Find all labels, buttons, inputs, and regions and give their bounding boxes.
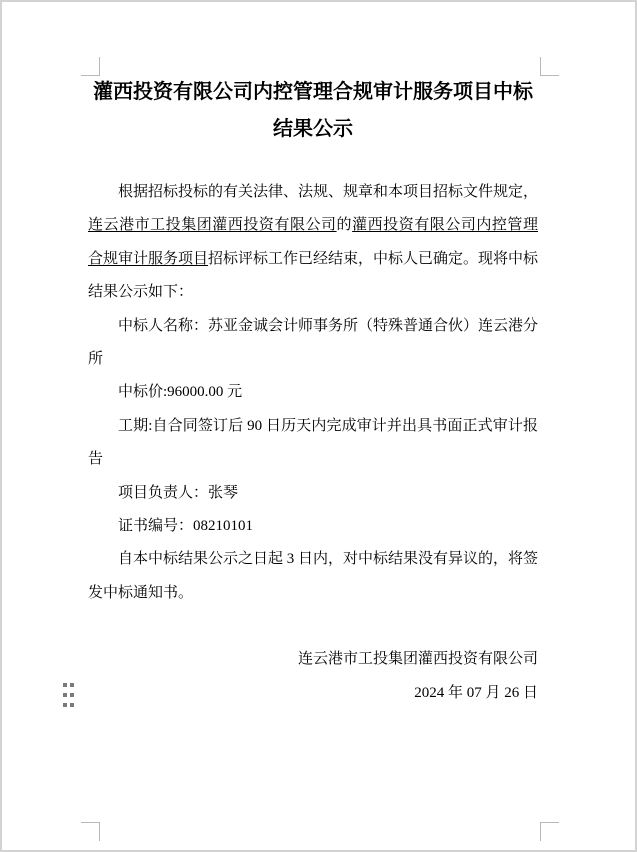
dot bbox=[70, 703, 74, 707]
document-line bbox=[88, 643, 538, 676]
underlined-text-segment: 合规审计服务项目 bbox=[88, 250, 209, 267]
text-segment: 招标评标工作已经结束，中标人已确定。现将中标 bbox=[208, 250, 539, 267]
document-title-line-2: 结果公示 bbox=[273, 118, 353, 140]
text-segment: 自本中标结果公示之日起 3 日内，对中标结果没有异议的，将签 bbox=[118, 551, 539, 568]
document-line bbox=[88, 443, 538, 476]
grid-dots-marker bbox=[63, 683, 74, 707]
dot bbox=[70, 683, 74, 687]
text-segment: 证书编号：08210101 bbox=[118, 517, 254, 534]
blank-line bbox=[88, 610, 538, 643]
text-segment: 连云港市工投集团灌西投资有限公司 bbox=[297, 651, 538, 668]
dot bbox=[70, 693, 74, 697]
document-line bbox=[88, 176, 538, 209]
underlined-text-segment: 灌西投资有限公司内控管理 bbox=[352, 217, 538, 234]
document-line bbox=[88, 477, 538, 510]
text-segment: 告 bbox=[88, 451, 104, 468]
underlined-text-segment: 连云港市工投集团灌西投资有限公司 bbox=[88, 217, 337, 234]
text-segment: 中标人名称：苏亚金诚会计师事务所（特殊普通合伙）连云港分 bbox=[118, 317, 539, 334]
document-line bbox=[88, 543, 538, 576]
document-line bbox=[88, 276, 538, 309]
document-line bbox=[88, 577, 538, 610]
text-segment: 工期:自合同签订后 90 日历天内完成审计并出具书面正式审计报 bbox=[118, 417, 538, 434]
crop-mark-bottom-left bbox=[81, 822, 100, 841]
text-segment: 中标价:96000.00 元 bbox=[118, 384, 243, 401]
dot bbox=[63, 693, 67, 697]
document-line bbox=[88, 310, 538, 343]
document-line bbox=[88, 677, 538, 710]
text-segment: 结果公示如下： bbox=[88, 284, 194, 301]
document-line bbox=[88, 410, 538, 443]
text-segment: 所 bbox=[88, 350, 104, 367]
document-content bbox=[88, 74, 538, 710]
text-segment: 发中标通知书。 bbox=[88, 584, 194, 601]
dot bbox=[63, 683, 67, 687]
document-title-line-1: 灌西投资有限公司内控管理合规审计服务项目中标 bbox=[93, 81, 533, 103]
text-segment: 的 bbox=[336, 217, 353, 234]
text-segment: 2024 年 07 月 26 日 bbox=[414, 684, 538, 701]
document-line bbox=[88, 510, 538, 543]
document-line bbox=[88, 209, 538, 242]
document-line bbox=[88, 376, 538, 409]
dot bbox=[63, 703, 67, 707]
document-line bbox=[88, 243, 538, 276]
document-line bbox=[88, 343, 538, 376]
text-segment: 项目负责人：张琴 bbox=[118, 484, 239, 501]
crop-mark-bottom-right bbox=[540, 822, 559, 841]
text-segment: 根据招标投标的有关法律、法规、规章和本项目招标文件规定， bbox=[118, 184, 539, 200]
crop-mark-top-right bbox=[540, 57, 559, 76]
document-body bbox=[88, 176, 538, 710]
